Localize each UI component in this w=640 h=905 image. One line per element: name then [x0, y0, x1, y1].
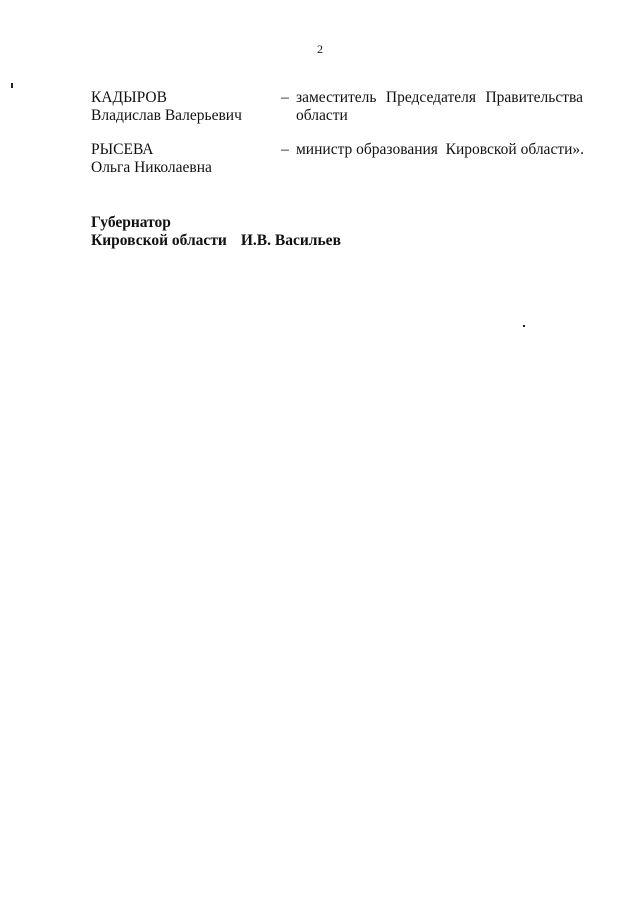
- member-role-line: заместитель Председателя Правительства: [296, 89, 583, 106]
- member-role-block: [296, 141, 583, 159]
- signature-region: Кировской области: [91, 232, 227, 249]
- signature-name: И.В. Васильев: [240, 232, 341, 249]
- member-dash: –: [281, 141, 289, 158]
- scan-mark: [11, 83, 13, 88]
- signature-block: [91, 214, 341, 250]
- member-name-block: [91, 89, 281, 125]
- commission-member-ryseva: [91, 141, 583, 181]
- member-surname: РЫСЕВА: [91, 141, 154, 158]
- signature-line: [91, 232, 341, 250]
- commission-member-kadyrov: [91, 89, 583, 129]
- member-role-line: министр образования Кировской области».: [296, 141, 585, 158]
- member-name-block: [91, 141, 281, 177]
- member-surname: КАДЫРОВ: [91, 89, 167, 106]
- member-role-block: [296, 89, 583, 125]
- member-dash: –: [281, 89, 289, 106]
- member-given-names: Владислав Валерьевич: [91, 107, 242, 124]
- member-role-line: области: [296, 107, 348, 124]
- scan-mark: [523, 325, 525, 327]
- member-given-names: Ольга Николаевна: [91, 159, 212, 176]
- page-number: 2: [317, 42, 323, 56]
- signature-title: Губернатор: [91, 214, 171, 231]
